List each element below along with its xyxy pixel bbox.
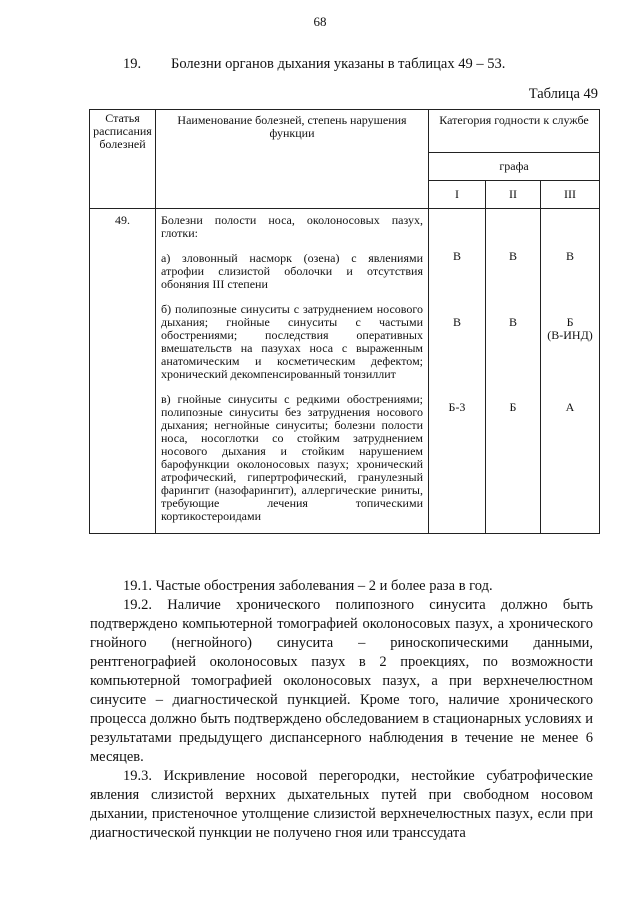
paragraph-19-3: 19.3. Искривление носовой перегородки, нестойкие субатрофические явления слизистой верхних дыхательных путей при свободном носовом дыхании, пристеночное утолщение слизистой верхнечелюстных пазух, если при диагностической пункции не получено гноя или транссудата: [90, 768, 593, 841]
disease-item-b: б) полипозные синуситы с затруднением носового дыхания; гнойные синуситы с частыми обострениями; последствия оперативных вмешательств на пазухах носа с выраженным анатомическим и косметическим дефектом; хронический декомпенсированный тонзиллит: [161, 302, 423, 381]
disease-descriptions: [156, 209, 429, 534]
cat-a-2: В: [508, 249, 517, 263]
table-row: [90, 209, 600, 534]
section-heading: [123, 56, 505, 73]
header-column-3: III: [541, 181, 600, 209]
disease-intro: Болезни полости носа, околоносовых пазух, глотки:: [161, 213, 423, 240]
section-title: Болезни органов дыхания указаны в таблицах 49 – 53.: [171, 56, 506, 72]
article-number: 49.: [90, 209, 156, 534]
paragraph-19-1: 19.1. Частые обострения заболевания – 2 и более раза в год.: [123, 578, 493, 594]
page-number: 68: [313, 14, 327, 29]
disease-item-v: в) гнойные синуситы с редкими обострениями; полипозные синуситы без затруднения носового дыхания; негнойные синуситы; болезни полости носа, носоглотки со стойким затруднением носового дыхания и стойким нарушением барофункции околоносовых пазух; хронический атрофический, гипертрофический, гранулезный фарингит (назофарингит), аллергические риниты, требующие лечения топическими кортикостероидами: [161, 392, 423, 523]
cat-b-3-extra: (В-ИНД): [547, 328, 593, 342]
category-column-1: [429, 209, 486, 534]
header-article: Статья расписания болезней: [90, 110, 156, 209]
header-category: Категория годности к службе: [429, 110, 600, 153]
table-header-row: [90, 110, 600, 153]
category-column-3: [541, 209, 600, 534]
cat-b-2: В: [508, 315, 517, 329]
cat-a-3: В: [566, 249, 575, 263]
disease-item-a: а) зловонный насморк (озена) с явлениями атрофии слизистой оболочки и отсутствия обоняния III степени: [161, 251, 423, 291]
header-column-2: II: [486, 181, 541, 209]
header-column-1: I: [429, 181, 486, 209]
header-grafa: графа: [429, 153, 600, 181]
category-column-2: [486, 209, 541, 534]
cat-v-1: Б-3: [448, 400, 466, 414]
section-number: 19.: [123, 56, 142, 72]
body-text: [90, 577, 593, 843]
cat-a-1: В: [452, 249, 461, 263]
table-caption: Таблица 49: [528, 86, 598, 102]
cat-v-3: А: [565, 400, 575, 414]
cat-b-1: В: [452, 315, 461, 329]
cat-v-2: Б: [509, 400, 517, 414]
paragraph-19-2: 19.2. Наличие хронического полипозного синусита должно быть подтверждено компьютерной томографией околоносовых пазух, а хронического гнойного (негнойного) синусита – риноскопическими данными, рентгенографией околоносовых пазух в 2 проекциях, по возможности компьютерной томографией околоносовых пазух, а при верхнечелюстном синусите – диагностической пункцией. Кроме того, наличие хронического процесса должно быть подтверждено обследованием в стационарных условиях и результатами предыдущего диспансерного наблюдения в течение не менее 6 месяцев.: [90, 597, 593, 765]
cat-b-3: Б: [566, 315, 574, 329]
header-disease-name: Наименование болезней, степень нарушения функции: [156, 110, 429, 209]
disease-table: [89, 109, 600, 534]
